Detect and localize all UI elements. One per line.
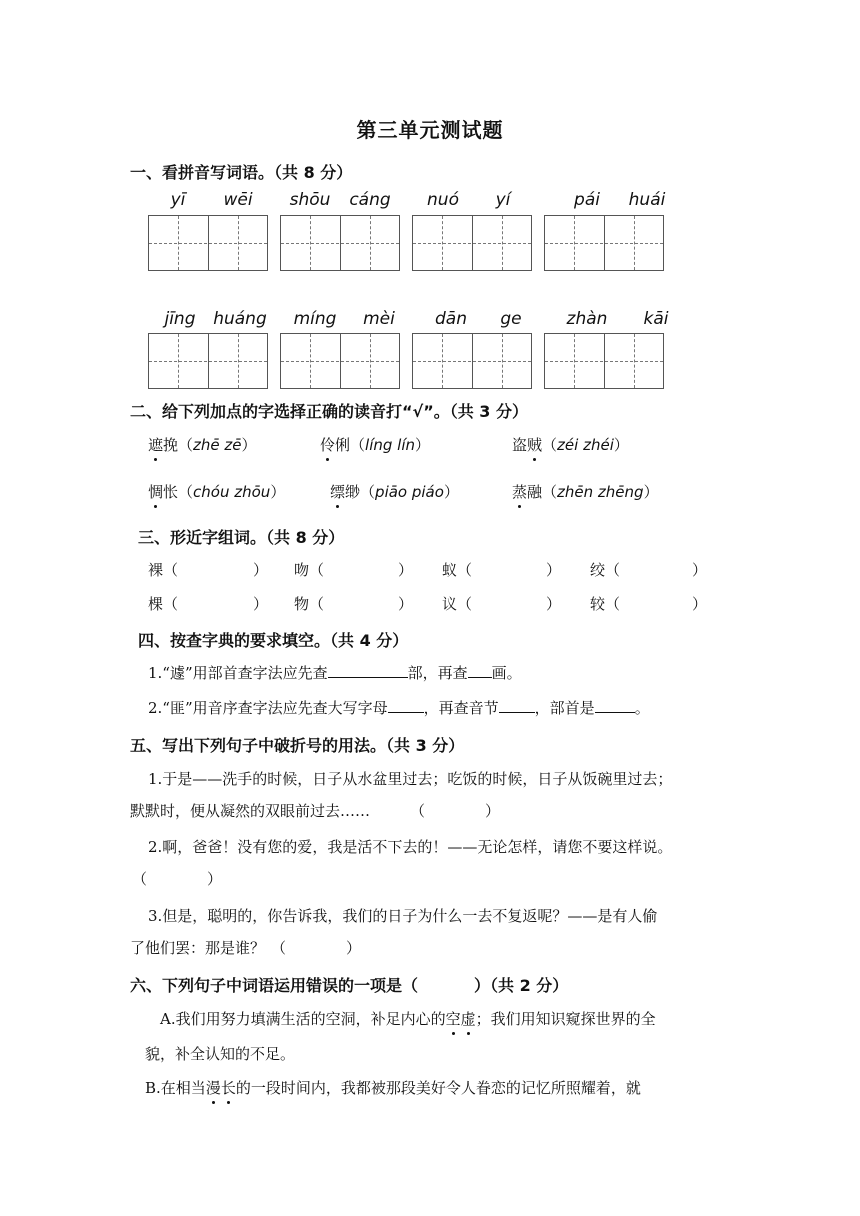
word-paren: ） (253, 561, 269, 579)
word-item: 棵（ (148, 595, 179, 613)
word-item: 裸（ (148, 561, 179, 579)
blank[interactable] (468, 663, 492, 678)
dash-question-1-line-2: 默默时，便从凝然的双眼前过去…… （ ） (130, 802, 501, 820)
word-paren: ） (398, 561, 414, 579)
reading-item: 蒸融（zhēn zhēng） (512, 483, 659, 501)
writing-grid[interactable] (148, 333, 268, 389)
dash-question-1-line-1: 1.于是——洗手的时候，日子从水盆里过去；吃饭的时候，日子从饭碗里过去； (148, 770, 673, 788)
section-2-heading: 二、给下列加点的字选择正确的读音打“√”。（共 3 分） (130, 402, 528, 421)
pinyin: jīng (164, 309, 196, 329)
writing-grid[interactable] (280, 215, 400, 271)
pinyin: yī (170, 190, 186, 210)
word-paren: ） (546, 561, 562, 579)
blank[interactable] (499, 698, 535, 713)
dash-question-2-answer: （ ） (132, 870, 223, 888)
blank[interactable] (328, 663, 408, 678)
pinyin: dān (435, 309, 467, 329)
pinyin: kāi (643, 309, 669, 329)
reading-item: 盗贼（zéi zhéi） (512, 436, 629, 454)
option-a-line-2: 貌，补全认知的不足。 (145, 1045, 296, 1063)
dictionary-question-1: 1.“遽”用部首查字法应先查 部，再查 画。 (148, 664, 522, 682)
section-6-heading: 六、下列句子中词语运用错误的一项是（ ）（共 2 分） (130, 976, 569, 995)
writing-grid[interactable] (412, 215, 532, 271)
option-a-line-1: A.我们用努力填满生活的空洞，补足内心的空虚；我们用知识窥探世界的全 (160, 1010, 656, 1028)
section-3-heading: 三、形近字组词。（共 8 分） (138, 528, 345, 547)
option-b-line-1: B.在相当漫长的一段时间内，我都被那段美好令人眷恋的记忆所照耀着，就 (145, 1079, 641, 1097)
writing-grid[interactable] (280, 333, 400, 389)
writing-grid[interactable] (544, 215, 664, 271)
page-title: 第三单元测试题 (356, 118, 504, 142)
pinyin: pái (574, 190, 600, 210)
dash-question-3-line-2: 了他们罢：那是谁？ （ ） (130, 939, 362, 957)
word-item: 较（ (590, 595, 621, 613)
reading-item: 伶俐（líng lín） (320, 436, 431, 454)
blank[interactable] (388, 698, 424, 713)
word-paren: ） (546, 595, 562, 613)
writing-grid[interactable] (412, 333, 532, 389)
word-paren: ） (692, 595, 708, 613)
pinyin: wēi (223, 190, 253, 210)
pinyin: míng (293, 309, 337, 329)
section-1-heading: 一、看拼音写词语。（共 8 分） (130, 163, 353, 182)
word-item: 物（ (294, 595, 325, 613)
pinyin: huáng (213, 309, 267, 329)
pinyin: shōu (289, 190, 331, 210)
word-item: 吻（ (294, 561, 325, 579)
reading-item: 缥缈（piāo piáo） (330, 483, 459, 501)
dictionary-question-2: 2.“匪”用音序查字法应先查大写字母 ，再查音节 ，部首是 。 (148, 699, 650, 717)
pinyin: huái (628, 190, 666, 210)
writing-grid[interactable] (544, 333, 664, 389)
blank[interactable] (595, 698, 635, 713)
section-4-heading: 四、按查字典的要求填空。（共 4 分） (138, 631, 409, 650)
word-item: 绞（ (590, 561, 621, 579)
writing-grid[interactable] (148, 215, 268, 271)
word-item: 议（ (442, 595, 473, 613)
pinyin: yí (495, 190, 511, 210)
dash-question-2-line-1: 2.啊，爸爸！没有您的爱，我是活不下去的！——无论怎样，请您不要这样说。 (148, 838, 673, 856)
pinyin: cáng (349, 190, 391, 210)
pinyin: zhàn (566, 309, 608, 329)
section-5-heading: 五、写出下列句子中破折号的用法。（共 3 分） (130, 736, 465, 755)
word-paren: ） (692, 561, 708, 579)
dash-question-3-line-1: 3.但是，聪明的，你告诉我，我们的日子为什么一去不复返呢？——是有人偷 (148, 907, 658, 925)
reading-item: 遮挽（zhē zē） (148, 436, 257, 454)
word-item: 蚁（ (442, 561, 473, 579)
pinyin: mèi (363, 309, 395, 329)
word-paren: ） (398, 595, 414, 613)
pinyin: ge (500, 309, 522, 329)
reading-item: 惆怅（chóu zhōu） (148, 483, 286, 501)
pinyin: nuó (427, 190, 459, 210)
word-paren: ） (253, 595, 269, 613)
